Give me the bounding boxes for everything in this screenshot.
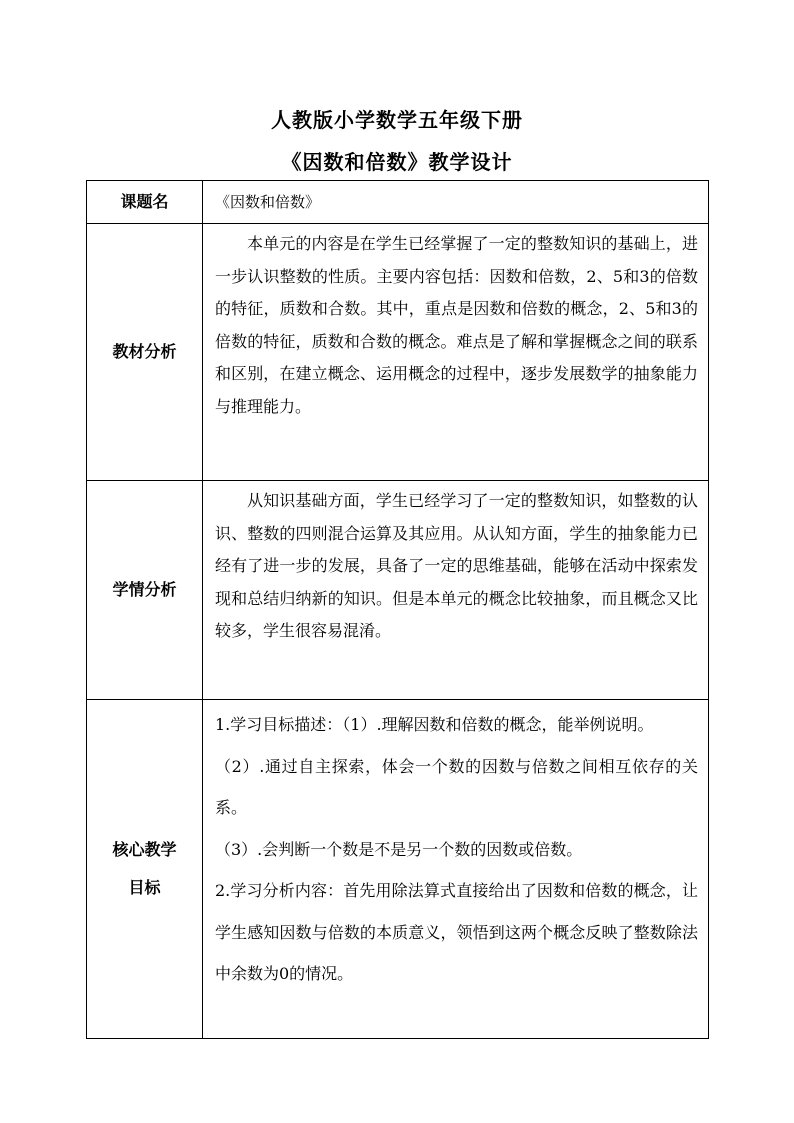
core-objectives-label-line1: 核心教学 xyxy=(112,840,177,859)
core-objectives-label-line2: 目标 xyxy=(128,878,161,897)
objective-paragraph-2: （2）.通过自主探索，体会一个数的因数与倍数之间相互依存的关系。 xyxy=(215,756,698,817)
row-label-textbook-analysis: 教材分析 xyxy=(87,224,203,481)
textbook-analysis-content xyxy=(203,224,709,481)
objective-paragraph-1: 1.学习目标描述：（1）.理解因数和倍数的概念，能举例说明。 xyxy=(215,715,654,734)
student-analysis-paragraph: 从知识基础方面，学生已经学习了一定的整数知识，如整数的认识、整数的四则混合运算及其应用。从认知方面，学生的抽象能力已经有了进一步的发展，具备了一定的思维基础，能够在活动中探索发现和总结归纳新的知识。但是本单元的概念比较抽象，而且概念又比较多，学生很容易混淆。 xyxy=(215,491,698,640)
row-label-topic: 课题名 xyxy=(87,181,203,224)
document-subtitle: 《因数和倍数》教学设计 xyxy=(281,150,513,174)
row-label-student-analysis: 学情分析 xyxy=(87,481,203,700)
objective-paragraph-4: 2.学习分析内容：首先用除法算式直接给出了因数和倍数的概念，让学生感知因数与倍数的本质意义，领悟到这两个概念反映了整数除法中余数为0的情况。 xyxy=(215,881,698,983)
topic-text: 《因数和倍数》 xyxy=(215,193,321,211)
lesson-plan-table xyxy=(86,180,709,1039)
objective-paragraph-3: （3）.会判断一个数是不是另一个数的因数或倍数。 xyxy=(215,839,583,859)
table-row xyxy=(87,481,709,700)
table-row xyxy=(87,181,709,224)
table-row xyxy=(87,224,709,481)
student-analysis-content xyxy=(203,481,709,700)
table-row xyxy=(87,700,709,1039)
core-objectives-content xyxy=(203,700,709,1039)
document-title: 人教版小学数学五年级下册 xyxy=(271,108,523,132)
textbook-analysis-paragraph: 本单元的内容是在学生已经掌握了一定的整数知识的基础上，进一步认识整数的性质。主要内容包括：因数和倍数，2、5和3的倍数的特征，质数和合数。其中，重点是因数和倍数的概念，2、5和3的倍数的特征，质数和合数的概念。难点是了解和掌握概念之间的联系和区别，在建立概念、运用概念的过程中，逐步发展数学的抽象能力与推理能力。 xyxy=(215,234,698,416)
row-label-core-objectives xyxy=(87,700,203,1039)
topic-content xyxy=(203,181,709,224)
